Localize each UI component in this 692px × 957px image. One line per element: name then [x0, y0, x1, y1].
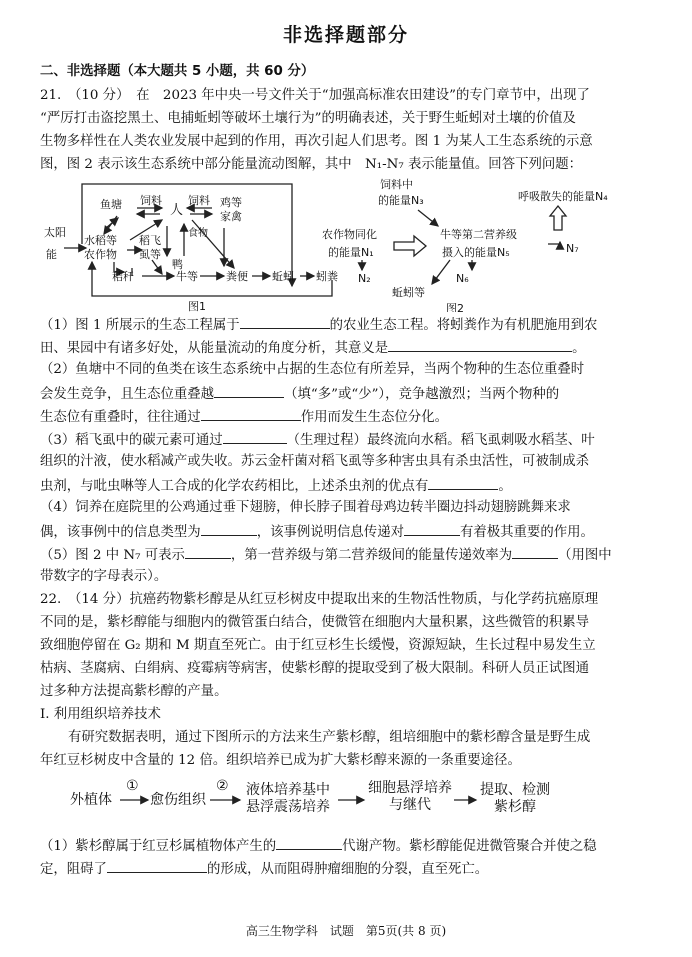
q21-2-line-2 [40, 383, 670, 405]
fig1-straw: 秸秆 [112, 270, 134, 283]
q21-line-3: 生物多样性在人类农业发展中起到的作用，再次引起人们思考。图 1 为某人工生态系统的示意 [40, 134, 593, 149]
fig2-crop-1: 农作物同化 [322, 228, 377, 241]
q22-line-3: 致细胞停留在 G₂ 期和 M 期直至死亡。由于红豆杉生长缓慢，资源短缺，生长过程中易发生立 [40, 638, 596, 653]
q21-3-text-c: 虫剂，与吡虫啉等人工合成的化学农药相比，上述杀虫剂的优点有 [40, 479, 429, 494]
fig1-sun-label: 太阳 [44, 226, 66, 239]
q21-1-text-d: 。 [572, 341, 586, 356]
q22-1-line-1 [40, 835, 670, 857]
fig1-fishpond: 鱼塘 [100, 198, 122, 211]
q21-2-blank-2[interactable] [201, 406, 301, 421]
q21-1-blank-1[interactable] [240, 314, 330, 329]
q22-1-text-d: 的形成，从而阻碍肿瘤细胞的分裂，直至死亡。 [206, 862, 489, 877]
fig1-planthopper-1: 稻飞 [139, 234, 161, 247]
fig2-earthworm: 蚯蚓等 [392, 286, 425, 299]
fig1-planthopper-2: 虱等 [139, 248, 161, 261]
q21-3-text-d: 。 [498, 479, 512, 494]
q21-2-text-a: 会发生竞争，且生态位重叠越 [40, 387, 215, 402]
flow-suspension-2: 与继代 [389, 797, 431, 813]
q21-5-line-2: 带数字的字母表示）。 [40, 569, 168, 584]
figure-1-ecosystem-diagram [42, 176, 342, 314]
q21-4-line-1: （4）饲养在庭院里的公鸡通过垂下翅膀，伸长脖子围着母鸡边转半圈边抖动翅膀跳舞来求 [40, 500, 571, 515]
q21-5-blank-2[interactable] [512, 544, 558, 559]
fig1-caption: 图1 [188, 300, 206, 313]
fig1-castings: 蚓粪 [316, 270, 338, 283]
fig1-feed-left: 饲料 [140, 194, 162, 207]
q21-4-text-c: 有着极其重要的作用。 [459, 525, 594, 540]
flow-suspension-1: 细胞悬浮培养 [368, 780, 452, 796]
q21-line-4: 图，图 2 表示该生态系统中部分能量流动图解，其中 N₁-N₇ 表示能量值。回答下列问题： [40, 157, 583, 172]
q22-1-text-b: 代谢产物。紫杉醇能促进微管聚合并使之稳 [342, 839, 597, 854]
fig1-human: 人 [170, 203, 184, 218]
fig2-feed-energy-2: 的能量N₃ [378, 194, 424, 207]
q21-line-2: “严厉打击盗挖黑土、电捕蚯蚓等破坏土壤行为”的明确表述，关于野生蚯蚓对土壤的价值及 [40, 111, 576, 126]
tissue-culture-flow-diagram [70, 778, 590, 824]
fig1-food: 食物 [188, 228, 208, 239]
q21-3-line-2: 组织的汁液，使水稻减产或失收。苏云金杆菌对稻飞虱等多种害虫具有杀虫活性，可被制成杀 [40, 454, 590, 469]
fig2-respiration: 呼吸散失的能量N₄ [518, 190, 608, 203]
fig2-second-level-1: 牛等第二营养级 [440, 228, 517, 241]
q21-4-line-2 [40, 521, 670, 543]
q21-4-text-b: ，该事例说明信息传递对 [256, 525, 404, 540]
q22-1-line-2 [40, 858, 670, 880]
q22-1-blank-2[interactable] [107, 858, 207, 873]
q21-5-blank-1[interactable] [185, 544, 231, 559]
flow-callus: 愈伤组织 [150, 792, 206, 808]
fig1-rice-2: 农作物 [84, 248, 117, 261]
q21-2-line-1: （2）鱼塘中不同的鱼类在该生态系统中占据的生态位有所差异，当两个物种的生态位重叠时 [40, 362, 585, 377]
q21-2-text-d: 作用而发生生态位分化。 [300, 410, 448, 425]
q21-4-blank-2[interactable] [404, 521, 460, 536]
q21-5-text-a: （5）图 2 中 N₇ 可表示 [40, 548, 185, 563]
q21-1-text-c: 田、果园中有诸多好处，从能量流动的角度分析，其意义是 [40, 341, 389, 356]
fig1-duck: 鸭 [172, 258, 183, 271]
fig1-feed-right: 饲料 [188, 194, 210, 207]
q22-1-blank-1[interactable] [276, 835, 342, 850]
q21-line-1: 21. （10 分） 在 2023 年中央一号文件关于“加强高标准农田建设”的专门章节中，出现了 [40, 88, 590, 103]
q22-line-2: 不同的是，紫杉醇能与细胞内的微管蛋白结合，使微管在细胞内大量积累，这些微管的积累导 [40, 615, 590, 630]
q21-3-text-a: （3）稻飞虱中的碳元素可通过 [40, 433, 223, 448]
fig1-earthworm: 蚯蚓 [272, 270, 294, 283]
q21-2-text-c: 生态位有重叠时，往往通过 [40, 410, 201, 425]
q21-1-text-b: 的农业生态工程。将蚓粪作为有机肥施用到农 [329, 318, 598, 333]
page-footer: 高三生物学科 试题 第5页(共 8 页) [245, 924, 447, 938]
flow-explant: 外植体 [70, 792, 112, 808]
q21-3-blank-1[interactable] [223, 429, 287, 444]
flow-liquid-1: 液体培养基中 [246, 782, 330, 798]
q22-para-line-2: 年红豆杉树皮中含量的 12 倍。组织培养已成为扩大紫杉醇来源的一条重要途径。 [40, 753, 521, 768]
q21-2-text-b: （填“多”或“少”），竞争越激烈；当两个物种的 [284, 387, 560, 402]
q21-4-blank-1[interactable] [201, 521, 257, 536]
fig2-second-level-2: 摄入的能量N₅ [442, 246, 510, 259]
q21-3-line-1 [40, 429, 670, 451]
q22-1-text-a: （1）紫杉醇属于红豆杉属植物体产生的 [40, 839, 277, 854]
fig2-caption: 图2 [446, 302, 464, 312]
q21-1-line-2 [40, 337, 670, 359]
q21-2-line-3 [40, 406, 670, 428]
q21-5-line-1 [40, 544, 670, 566]
fig2-crop-2: 的能量N₁ [328, 246, 374, 259]
page-title: 非选择题部分 [282, 24, 409, 46]
q21-3-line-3 [40, 475, 670, 497]
fig1-poultry-2: 家禽 [220, 210, 242, 223]
q22-line-5: 过多种方法提高紫杉醇的产量。 [40, 684, 228, 699]
q21-5-text-b: ，第一营养级与第二营养级间的能量传递效率为 [230, 548, 513, 563]
q21-3-blank-2[interactable] [428, 475, 498, 490]
flow-extract [480, 782, 550, 816]
flow-extract-2: 紫杉醇 [494, 799, 536, 815]
q21-1-line-1 [40, 314, 670, 336]
q21-5-text-c: （用图中 [558, 548, 612, 563]
flow-step-1: ① [126, 778, 139, 794]
fig2-n7: N₇ [566, 242, 579, 255]
q21-4-text-a: 偶，该事例中的信息类型为 [40, 525, 201, 540]
q21-1-text-a: （1）图 1 所展示的生态工程属于 [40, 318, 240, 333]
fig1-dung: 粪便 [226, 270, 248, 283]
fig1-sun-label-2: 能 [46, 248, 57, 261]
flow-liquid-culture [246, 782, 330, 816]
fig2-n2: N₂ [358, 272, 371, 285]
flow-liquid-2: 悬浮震荡培养 [246, 799, 330, 815]
flow-extract-1: 提取、检测 [480, 782, 550, 798]
flow-suspension [368, 780, 452, 814]
q22-1-text-c: 定，阻碍了 [40, 862, 107, 877]
fig1-poultry-1: 鸡等 [220, 196, 242, 209]
q22-line-4: 枯病、茎腐病、白绢病、疫霉病等病害，使紫杉醇的提取受到了极大限制。科研人员正试图通 [40, 661, 590, 676]
q21-3-text-b: （生理过程）最终流向水稻。稻飞虱刺吸水稻茎、叶 [286, 433, 595, 448]
q21-1-blank-2[interactable] [388, 337, 572, 352]
q22-section-i: I. 利用组织培养技术 [40, 707, 161, 722]
q22-para-line-1: 有研究数据表明，通过下图所示的方法来生产紫杉醇，组培细胞中的紫杉醇含量是野生成 [68, 730, 591, 745]
q21-2-blank-1[interactable] [214, 383, 284, 398]
fig1-cattle: 牛等 [176, 270, 198, 283]
fig2-n6: N₆ [456, 272, 469, 285]
section-heading: 二、非选择题（本大题共 5 小题，共 60 分） [40, 64, 315, 79]
figure-2-energy-flow-diagram [322, 172, 658, 312]
fig1-rice-1: 水稻等 [84, 234, 117, 247]
flow-step-2: ② [216, 778, 229, 794]
q22-line-1: 22. （14 分）抗癌药物紫杉醇是从红豆杉树皮中提取出来的生物活性物质，与化学药抗癌原理 [40, 592, 599, 607]
fig2-feed-energy-1: 饲料中 [380, 178, 413, 191]
